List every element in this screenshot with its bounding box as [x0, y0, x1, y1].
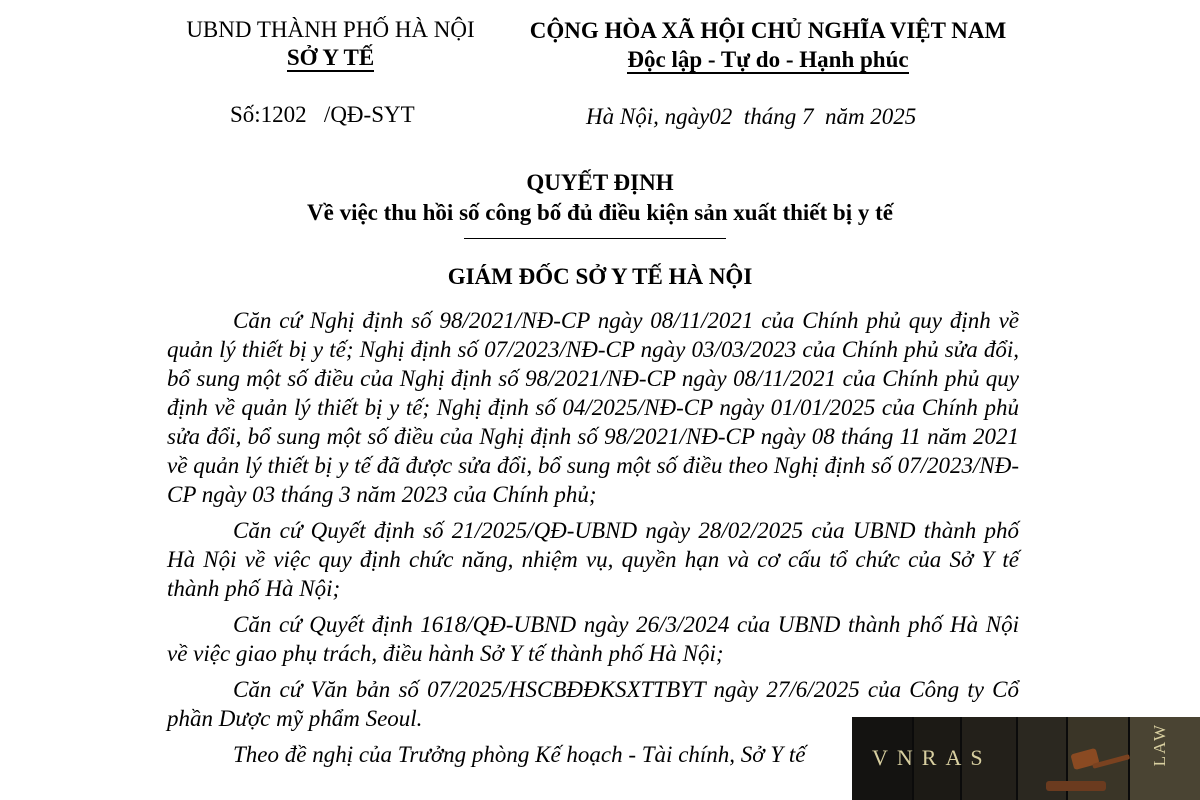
legal-basis-paragraph: Căn cứ Văn bản số 07/2025/HSCBĐĐKSXTTBYT ngày 27/6/2025 của Công ty Cổ phần Dược mỹ phẩm Seoul. — [167, 677, 1019, 731]
document-title — [0, 168, 1200, 228]
decision-subject: Về việc thu hồi số công bố đủ điều kiện sản xuất thiết bị y tế — [307, 200, 893, 225]
decision-heading: QUYẾT ĐỊNH — [526, 170, 674, 195]
org-line-department: SỞ Y TẾ — [286, 45, 375, 70]
document-date: Hà Nội, ngày02 tháng 7 năm 2025 — [586, 104, 917, 129]
legal-basis-paragraph: Căn cứ Quyết định 1618/QĐ-UBND ngày 26/3/2024 của UBND thành phố Hà Nội về việc giao phụ trách, điều hành Sở Y tế thành phố Hà Nội; — [167, 612, 1019, 666]
issuer-heading: GIÁM ĐỐC SỞ Y TẾ HÀ NỘI — [447, 264, 753, 289]
legal-basis-paragraph: Căn cứ Nghị định số 98/2021/NĐ-CP ngày 08/11/2021 của Chính phủ quy định về quản lý thiết bị y tế; Nghị định số 07/2023/NĐ-CP ngày 03/03/2023 của Chính phủ sửa đổi, bổ sung một số điều của Nghị định số 98/2021/NĐ-CP ngày 08/11/2021 của Chính phủ quy định về quản lý thiết bị y tế; Nghị định số 04/2025/NĐ-CP ngày 01/01/2025 của Chính phủ sửa đổi, bổ sung một số điều của Nghị định số 98/2021/NĐ-CP ngày 08 tháng 11 năm 2021 về quản lý thiết bị y tế đã được sửa đổi, bổ sung một số điều theo Nghị định số 07/2023/NĐ-CP ngày 03 tháng 3 năm 2023 của Chính phủ; — [167, 308, 1019, 507]
document-body — [167, 306, 1019, 769]
title-divider — [464, 238, 726, 239]
legal-basis-paragraph: Căn cứ Quyết định số 21/2025/QĐ-UBND ngày 28/02/2025 của UBND thành phố Hà Nội về việc quy định chức năng, nhiệm vụ, quyền hạn và cơ cấu tổ chức của Sở Y tế thành phố Hà Nội; — [167, 518, 1019, 601]
vnras-law-watermark — [852, 717, 1200, 800]
national-slogan: Độc lập - Tự do - Hạnh phúc — [627, 47, 909, 72]
document-number: Số:1202 /QĐ-SYT — [230, 102, 415, 127]
proposal-paragraph: Theo đề nghị của Trưởng phòng Kế hoạch - Tài chính, Sở Y tế — [233, 742, 806, 767]
gavel-icon — [1042, 739, 1132, 799]
nation-name: CỘNG HÒA XÃ HỘI CHỦ NGHĨA VIỆT NAM — [529, 18, 1007, 43]
watermark-text: VNRAS — [872, 745, 992, 770]
issuing-organization — [178, 16, 483, 72]
national-motto — [506, 16, 1030, 74]
org-line-city: UBND THÀNH PHỐ HÀ NỘI — [186, 17, 475, 42]
watermark-law-text: LAW — [1150, 723, 1169, 767]
